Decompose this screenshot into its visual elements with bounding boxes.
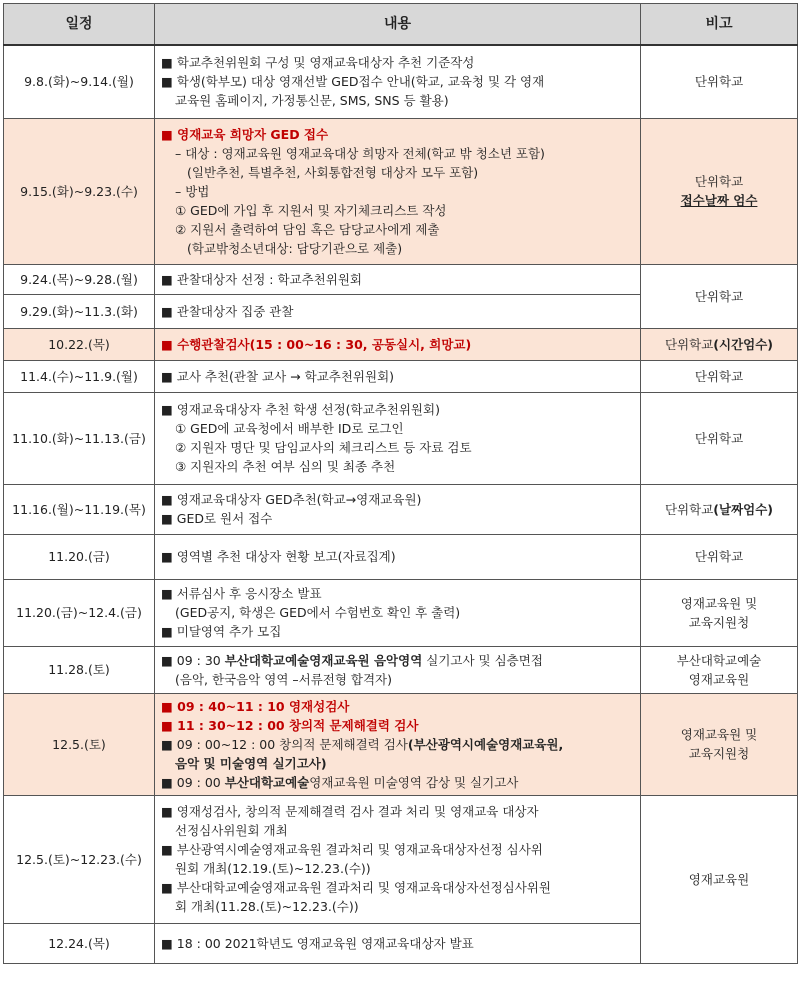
content-line: ■ 수행관찰검사(15 : 00~16 : 30, 공동실시, 희망교) [161,336,472,352]
content-line: – 대상 : 영재교육원 영재교육대상 희망자 전체(학교 밖 청소년 포함) [175,145,545,161]
content-cell [155,392,641,484]
content-text: ■ 09 : 00 [161,774,225,790]
content-line: ① GED에 가입 후 지원서 및 자기체크리스트 작성 [175,202,447,218]
date-cell: 10.22.(목) [4,328,155,360]
table-row [4,45,798,118]
note-line: 영재교육원 [688,671,750,687]
table-row-highlight [4,118,798,264]
note-line: 교육지원청 [688,614,750,630]
note-cell: 단위학교 [641,392,798,484]
content-cell [155,484,641,534]
note-cell: 단위학교 [641,45,798,118]
content-cell [155,579,641,646]
content-emphasis: (부산광역시예술영재교육원, [407,736,564,752]
note-cell [641,693,798,795]
date-cell: 11.10.(화)~11.13.(금) [4,392,155,484]
table-row [4,579,798,646]
date-cell: 11.4.(수)~11.9.(월) [4,360,155,392]
content-emphasis: 부산대학교예술 [224,774,310,790]
schedule-table [3,3,798,964]
content-line: ■ 09 : 40~11 : 10 영재성검사 [161,698,350,714]
note-cell [641,328,798,360]
date-cell: 9.15.(화)~9.23.(수) [4,118,155,264]
note-cell [641,579,798,646]
content-line: ■ 영재교육대상자 추천 학생 선정(학교추천위원회) [161,402,440,417]
content-line: ② 지원자 명단 및 담임교사의 체크리스트 등 자료 검토 [175,440,472,455]
content-cell: ■ 18 : 00 2021학년도 영재교육원 영재교육대상자 발표 [155,923,641,963]
content-cell [155,646,641,693]
content-text: 영재교육원 미술영역 감상 및 실기고사 [309,774,519,790]
note-cell [641,646,798,693]
date-cell: 11.28.(토) [4,646,155,693]
content-line: 선정심사위원회 개최 [175,823,288,838]
table-row [4,264,798,294]
note-line: 단위학교 [694,174,744,189]
note-cell: 단위학교 [641,264,798,328]
content-line: ■ 부산대학교예술영재교육원 결과처리 및 영재교육대상자선정심사위원 [161,880,551,895]
table-row [4,795,798,923]
date-cell: 12.5.(토)~12.23.(수) [4,795,155,923]
content-line: ① GED에 교육청에서 배부한 ID로 로그인 [175,421,404,436]
header-content: 내용 [155,4,641,46]
content-line: (학교밖청소년대상: 담당기관으로 제출) [187,240,403,256]
content-line: (GED공지, 학생은 GED에서 수험번호 확인 후 출력) [175,605,461,620]
content-line: ■ 학생(학부모) 대상 영재선발 GED접수 안내(학교, 교육청 및 각 영재 [161,74,545,90]
content-cell [155,795,641,923]
table-row-highlight [4,328,798,360]
header-note: 비고 [641,4,798,46]
date-cell: 9.24.(목)~9.28.(월) [4,264,155,294]
note-line: 단위학교 [664,336,714,352]
date-cell: 9.29.(화)~11.3.(화) [4,294,155,328]
note-line: 교육지원청 [688,746,750,761]
note-emphasis: (시간엄수) [713,336,774,352]
note-line: 단위학교 [664,501,714,517]
content-emphasis: 부산대학교예술영재교육원 음악영역 [224,652,423,668]
content-line: ■ 영재교육 희망자 GED 접수 [161,126,329,142]
content-line: ■ GED로 원서 접수 [161,511,273,526]
content-line: 원회 개최(12.19.(토)~12.23.(수)) [175,861,371,876]
note-emphasis: 접수날짜 엄수 [680,193,758,208]
content-text: ■ 09 : 30 [161,652,225,668]
header-row [4,4,798,46]
content-line: ■ 학교추천위원회 구성 및 영재교육대상자 추천 기준작성 [161,55,475,71]
note-line: 영재교육원 및 [680,595,758,611]
date-cell: 11.20.(금)~12.4.(금) [4,579,155,646]
content-line: ② 지원서 출력하여 담임 혹은 담당교사에게 제출 [175,221,440,237]
content-line: – 방법 [175,183,210,199]
table-row-highlight [4,693,798,795]
date-cell: 11.16.(월)~11.19.(목) [4,484,155,534]
content-cell [155,693,641,795]
date-cell: 9.8.(화)~9.14.(월) [4,45,155,118]
content-line: ■ 11 : 30~12 : 00 창의적 문제해결력 검사 [161,717,419,733]
note-cell: 영재교육원 [641,795,798,963]
content-line: ■ 미달영역 추가 모집 [161,624,282,639]
content-line: ③ 지원자의 추천 여부 심의 및 최종 추천 [175,459,396,474]
table-row [4,646,798,693]
content-text: ■ 09 : 00~12 : 00 창의적 문제해결력 검사 [161,736,408,752]
content-line: (일반추천, 특별추천, 사회통합전형 대상자 모두 포함) [187,164,479,180]
content-line: ■ 영재교육대상자 GED추천(학교→영재교육원) [161,492,422,507]
header-date: 일정 [4,4,155,46]
content-line: ■ 서류심사 후 응시장소 발표 [161,586,322,601]
date-cell: 11.20.(금) [4,534,155,579]
content-line: ■ 영재성검사, 창의적 문제해결력 검사 결과 처리 및 영재교육 대상자 [161,804,539,819]
table-row [4,484,798,534]
content-text: 실기고사 및 심층면접 [422,652,543,668]
content-cell [155,328,641,360]
note-cell: 단위학교 [641,534,798,579]
content-line: 교육원 홈페이지, 가정통신문, SMS, SNS 등 활용) [175,93,449,109]
content-cell [155,118,641,264]
content-cell: ■ 관찰대상자 선정 : 학교추천위원회 [155,264,641,294]
note-cell [641,118,798,264]
note-cell: 단위학교 [641,360,798,392]
note-line: 영재교육원 및 [680,727,758,742]
note-emphasis: (날짜엄수) [713,501,774,517]
content-line: ■ 부산광역시예술영재교육원 결과처리 및 영재교육대상자선정 심사위 [161,842,543,857]
content-line: (음악, 한국음악 영역 –서류전형 합격자) [175,671,392,687]
content-cell: ■ 교사 추천(관찰 교사 → 학교추천위원회) [155,360,641,392]
table-row [4,360,798,392]
table-row [4,534,798,579]
date-cell: 12.5.(토) [4,693,155,795]
content-cell [155,45,641,118]
content-line: 회 개최(11.28.(토)~12.23.(수)) [175,899,359,914]
table-row [4,392,798,484]
date-cell: 12.24.(목) [4,923,155,963]
content-cell: ■ 관찰대상자 집중 관찰 [155,294,641,328]
content-line: 음악 및 미술영역 실기고사) [175,755,327,771]
note-line: 부산대학교예술 [676,652,762,668]
note-cell [641,484,798,534]
content-cell: ■ 영역별 추천 대상자 현황 보고(자료집계) [155,534,641,579]
